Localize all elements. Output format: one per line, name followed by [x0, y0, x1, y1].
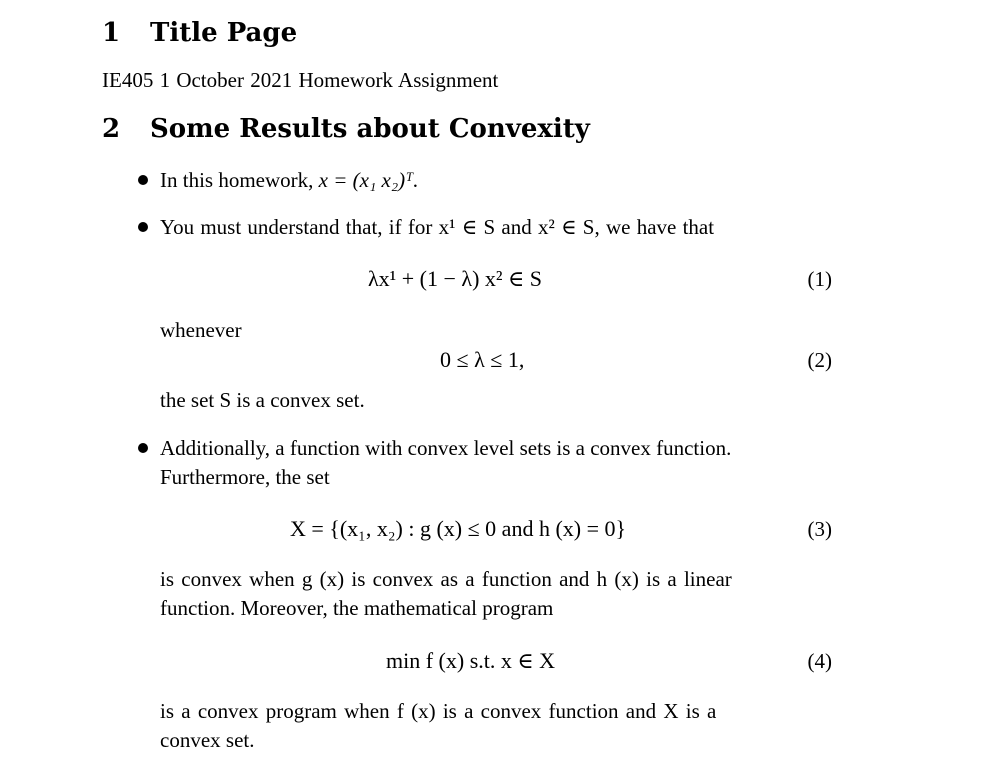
section-number: 2	[102, 114, 121, 144]
whenever-text: whenever	[160, 318, 242, 342]
section-title: Some Results about Convexity	[150, 114, 590, 144]
bullet-1-formula: x = (x₁ x₂)ᵀ.	[318, 168, 419, 192]
bullet-point	[138, 222, 148, 232]
equation-3: X = {(x₁, x₂) : g (x) ≤ 0 and h (x) = 0}	[290, 516, 627, 541]
equation-1: λx¹ + (1 − λ) x² ∈ S	[368, 266, 543, 291]
bullet-3-line-5: is a convex program when f (x) is a convex function and X is a	[160, 699, 717, 723]
bullet-point	[138, 175, 148, 185]
bullet-3-line-1: Additionally, a function with convex level sets is a convex function.	[160, 436, 732, 460]
section-title: Title Page	[150, 18, 298, 48]
bullet-3-line-6: convex set.	[160, 728, 255, 752]
section-number: 1	[102, 18, 121, 48]
convex-set-conclusion: the set S is a convex set.	[160, 388, 365, 412]
bullet-point	[138, 443, 148, 453]
bullet-1-text	[160, 166, 419, 195]
equation-3-number: (3)	[807, 517, 832, 541]
bullet-3-line-3: is convex when g (x) is convex as a function and h (x) is a linear	[160, 567, 732, 591]
equation-2-number: (2)	[807, 348, 832, 372]
equation-2: 0 ≤ λ ≤ 1,	[440, 347, 525, 372]
bullet-3-line-4: function. Moreover, the mathematical program	[160, 596, 554, 620]
equation-1-number: (1)	[807, 267, 832, 291]
bullet-1-prefix: In this homework,	[160, 168, 314, 192]
bullet-3-line-2: Furthermore, the set	[160, 465, 330, 489]
bullet-2-text: You must understand that, if for x¹ ∈ S and x² ∈ S, we have that	[160, 215, 715, 239]
equation-4-number: (4)	[807, 649, 832, 673]
title-line: IE405 1 October 2021 Homework Assignment	[102, 68, 499, 92]
equation-4: min f (x) s.t. x ∈ X	[386, 648, 556, 673]
section-2-heading	[102, 114, 590, 144]
section-1-heading	[102, 18, 297, 48]
